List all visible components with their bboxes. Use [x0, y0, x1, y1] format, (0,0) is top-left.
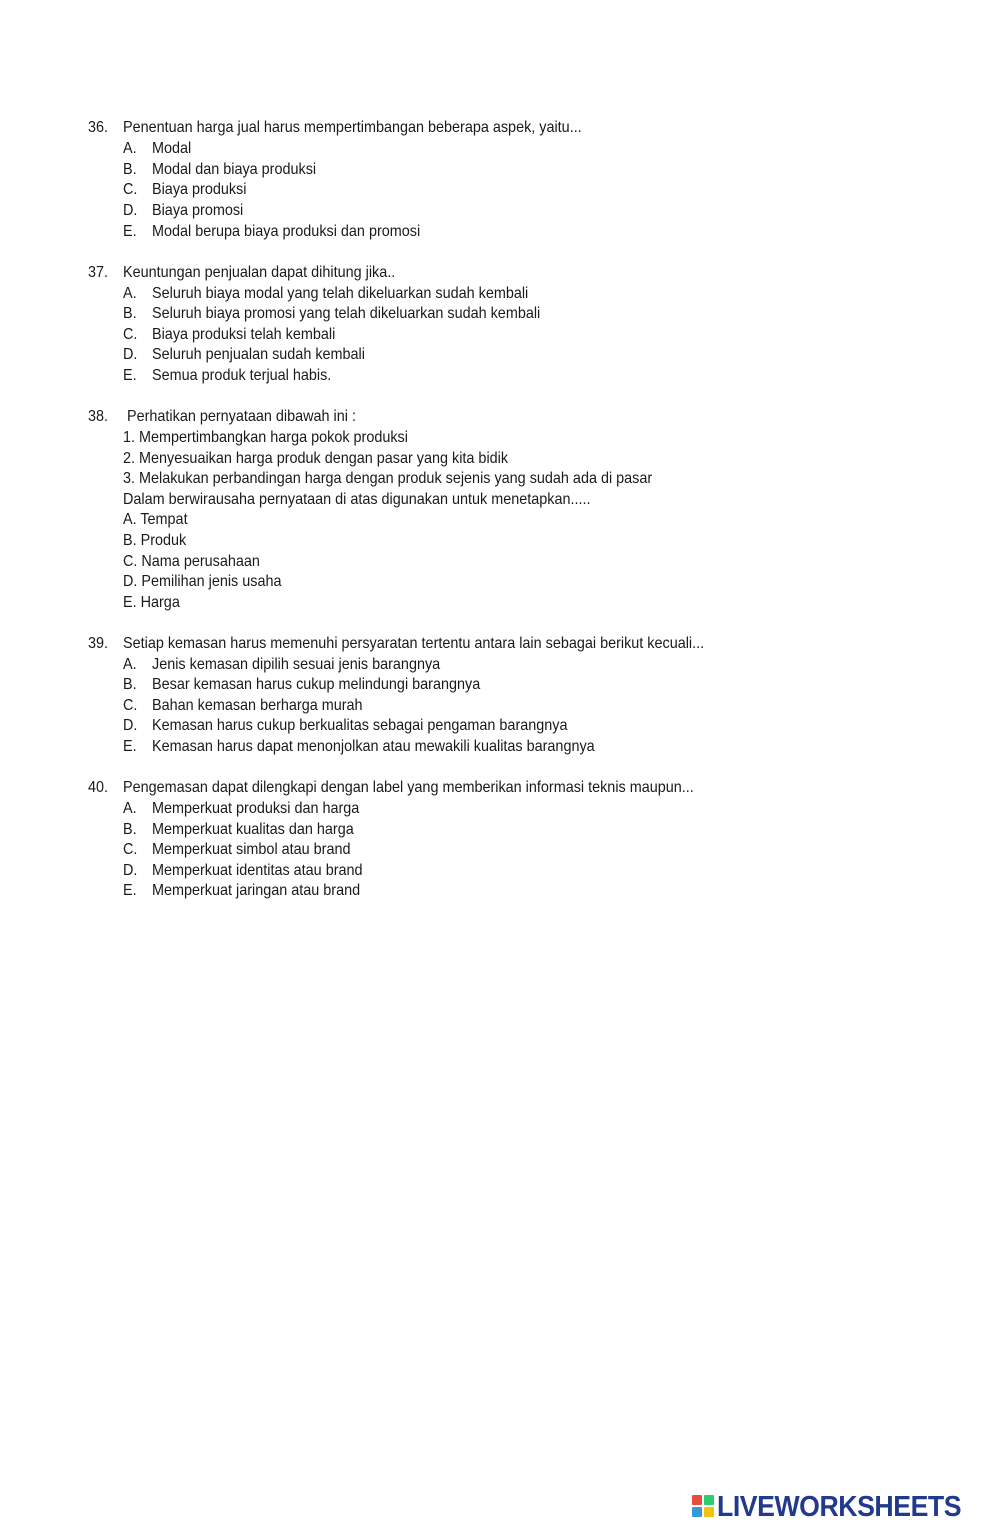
option-text[interactable]: Seluruh biaya modal yang telah dikeluarkan sudah kembali	[152, 285, 529, 302]
question-stem: Perhatikan pernyataan dibawah ini :	[127, 408, 356, 425]
option-text[interactable]: Memperkuat jaringan atau brand	[152, 882, 361, 899]
logo-square	[692, 1495, 702, 1505]
liveworksheets-logo[interactable]	[692, 1490, 992, 1524]
option-text[interactable]: Seluruh biaya promosi yang telah dikeluarkan sudah kembali	[152, 305, 541, 322]
option-letter: D.	[123, 717, 138, 734]
option-text[interactable]: Modal berupa biaya produksi dan promosi	[152, 223, 421, 240]
option-text[interactable]: Seluruh penjualan sudah kembali	[152, 346, 365, 363]
logo-text: LIVEWORKSHEETS	[717, 1491, 962, 1523]
option-text[interactable]: E. Harga	[123, 594, 180, 611]
option-text[interactable]: Memperkuat simbol atau brand	[152, 841, 351, 858]
option-letter: D.	[123, 202, 138, 219]
option-text[interactable]: B. Produk	[123, 532, 187, 549]
option-letter: C.	[123, 841, 138, 858]
option-text[interactable]: Memperkuat produksi dan harga	[152, 800, 360, 817]
question-number: 39.	[88, 635, 109, 652]
option-text[interactable]: Biaya promosi	[152, 202, 244, 219]
statement-item: 2. Menyesuaikan harga produk dengan pasar yang kita bidik	[123, 450, 509, 467]
option-text[interactable]: A. Tempat	[123, 511, 188, 528]
question-stem: Keuntungan penjualan dapat dihitung jika..	[123, 264, 396, 281]
logo-square	[692, 1507, 702, 1517]
option-letter: E.	[123, 882, 137, 899]
option-letter: C.	[123, 326, 138, 343]
option-text[interactable]: Biaya produksi	[152, 181, 247, 198]
option-text[interactable]: Modal dan biaya produksi	[152, 161, 317, 178]
logo-square	[704, 1507, 714, 1517]
option-letter: E.	[123, 738, 137, 755]
option-text[interactable]: Modal	[152, 140, 192, 157]
option-text[interactable]: C. Nama perusahaan	[123, 553, 260, 570]
option-text[interactable]: Kemasan harus dapat menonjolkan atau mewakili kualitas barangnya	[152, 738, 595, 755]
option-text[interactable]: Memperkuat identitas atau brand	[152, 862, 363, 879]
option-text[interactable]: Memperkuat kualitas dan harga	[152, 821, 354, 838]
option-letter: E.	[123, 367, 137, 384]
option-letter: A.	[123, 285, 137, 302]
logo-square	[704, 1495, 714, 1505]
option-letter: A.	[123, 800, 137, 817]
liveworksheets-grid-icon	[692, 1495, 714, 1517]
question-stem: Setiap kemasan harus memenuhi persyaratan tertentu antara lain sebagai berikut kecuali...	[123, 635, 705, 652]
option-letter: D.	[123, 862, 138, 879]
option-letter: B.	[123, 821, 137, 838]
question-number: 37.	[88, 264, 109, 281]
option-text[interactable]: Besar kemasan harus cukup melindungi barangnya	[152, 676, 481, 693]
option-letter: D.	[123, 346, 138, 363]
option-letter: C.	[123, 697, 138, 714]
option-letter: B.	[123, 305, 137, 322]
option-text[interactable]: Bahan kemasan berharga murah	[152, 697, 363, 714]
option-letter: E.	[123, 223, 137, 240]
question-stem: Pengemasan dapat dilengkapi dengan label yang memberikan informasi teknis maupun...	[123, 779, 694, 796]
option-letter: B.	[123, 676, 137, 693]
option-letter: B.	[123, 161, 137, 178]
option-text[interactable]: Jenis kemasan dipilih sesuai jenis barangnya	[152, 656, 441, 673]
option-text[interactable]: Kemasan harus cukup berkualitas sebagai pengaman barangnya	[152, 717, 568, 734]
question-number: 40.	[88, 779, 109, 796]
option-text[interactable]: Semua produk terjual habis.	[152, 367, 332, 384]
option-text[interactable]: Biaya produksi telah kembali	[152, 326, 336, 343]
option-letter: C.	[123, 181, 138, 198]
question-number: 36.	[88, 119, 109, 136]
question-number: 38.	[88, 408, 109, 425]
question-stem: Penentuan harga jual harus mempertimbangan beberapa aspek, yaitu...	[123, 119, 582, 136]
question-prompt: Dalam berwirausaha pernyataan di atas digunakan untuk menetapkan.....	[123, 491, 591, 508]
statement-item: 1. Mempertimbangkan harga pokok produksi	[123, 429, 408, 446]
statement-item: 3. Melakukan perbandingan harga dengan produk sejenis yang sudah ada di pasar	[123, 470, 653, 487]
option-text[interactable]: D. Pemilihan jenis usaha	[123, 573, 282, 590]
option-letter: A.	[123, 656, 137, 673]
option-letter: A.	[123, 140, 137, 157]
